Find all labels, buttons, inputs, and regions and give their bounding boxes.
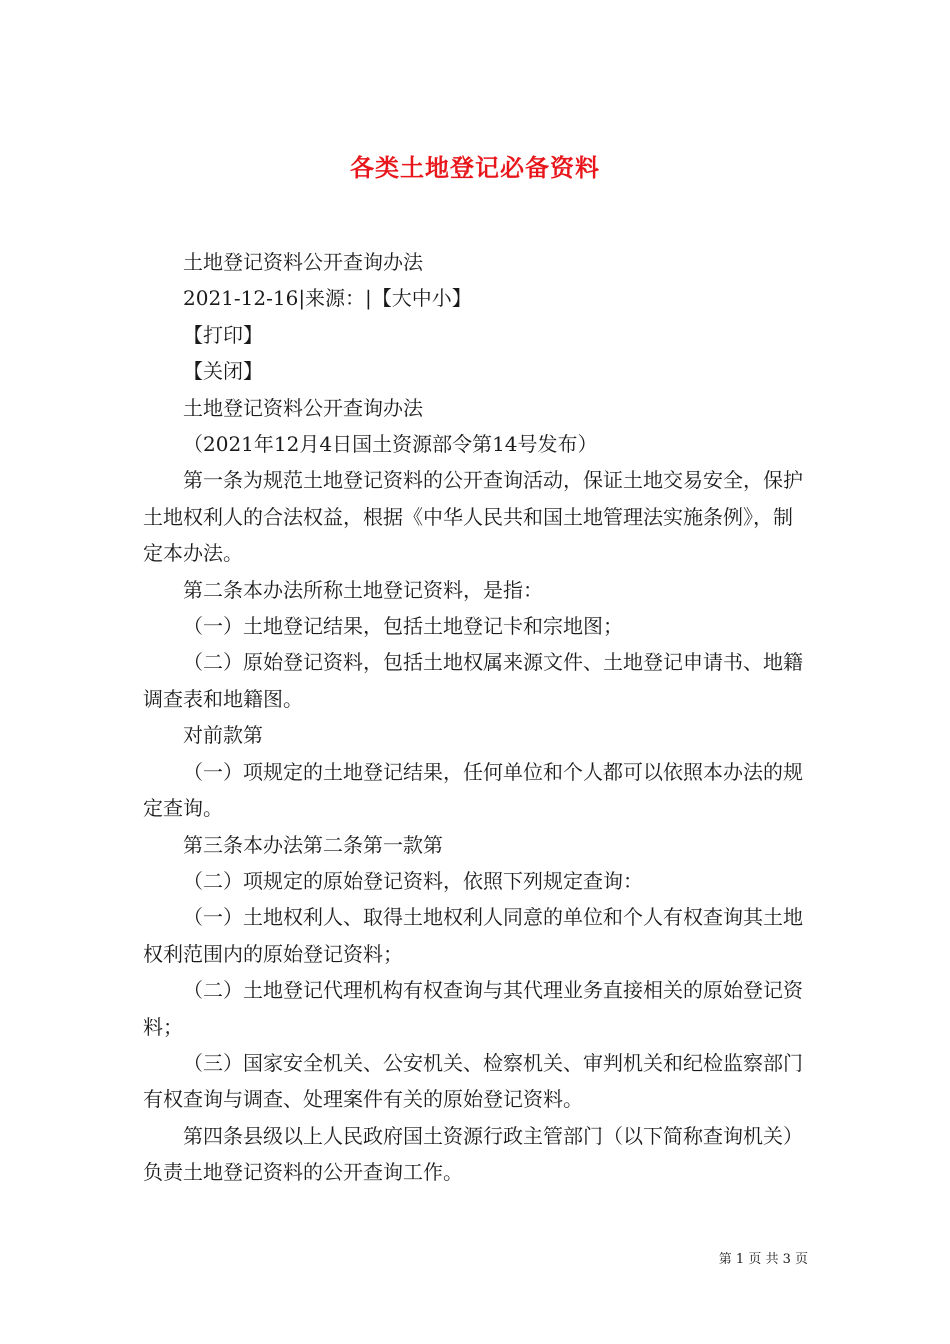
document-body — [143, 244, 811, 1191]
paragraph: （二）项规定的原始登记资料，依照下列规定查询： — [183, 868, 643, 893]
paragraph: （一）土地登记结果，包括土地登记卡和宗地图； — [183, 614, 623, 639]
paragraph: 第三条本办法第二条第一款第 — [183, 832, 443, 857]
document-title: 各类土地登记必备资料 — [350, 153, 600, 183]
paragraph: （一）项规定的土地登记结果，任何单位和个人都可以依照本办法的规定查询。 — [143, 759, 803, 821]
paragraph: （2021年12月4日国土资源部令第14号发布） — [183, 432, 598, 457]
paragraph: 【关闭】 — [183, 359, 263, 384]
paragraph: （一）土地权利人、取得土地权利人同意的单位和个人有权查询其土地权利范围内的原始登记资料； — [143, 905, 803, 966]
paragraph: （二）原始登记资料，包括土地权属来源文件、土地登记申请书、地籍调查表和地籍图。 — [143, 650, 803, 711]
paragraph: 【打印】 — [183, 322, 263, 347]
paragraph: 2021-12-16|来源：|【大中小】 — [183, 286, 472, 311]
paragraph: 第二条本办法所称土地登记资料，是指： — [183, 577, 543, 602]
paragraph: 第四条县级以上人民政府国土资源行政主管部门（以下简称查询机关）负责土地登记资料的公开查询工作。 — [143, 1123, 803, 1185]
page-number: 第 1 页 共 3 页 — [718, 1252, 808, 1267]
paragraph: 土地登记资料公开查询办法 — [183, 250, 423, 274]
paragraph: 第一条为规范土地登记资料的公开查询活动，保证土地交易安全，保护土地权利人的合法权益，根据《中华人民共和国土地管理法实施条例》，制定本办法。 — [143, 468, 803, 566]
paragraph: 土地登记资料公开查询办法 — [183, 395, 423, 420]
paragraph: （二）土地登记代理机构有权查询与其代理业务直接相关的原始登记资料； — [143, 978, 803, 1039]
paragraph: 对前款第 — [183, 723, 263, 748]
paragraph: （三）国家安全机关、公安机关、检察机关、审判机关和纪检监察部门有权查询与调查、处理案件有关的原始登记资料。 — [143, 1050, 803, 1112]
